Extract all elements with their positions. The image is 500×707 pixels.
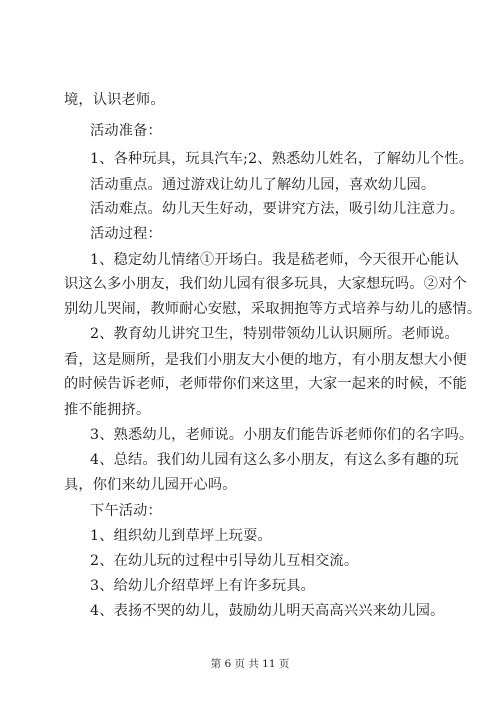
text-line: 4、表扬不哭的幼儿，鼓励幼儿明天高高兴兴来幼儿园。 bbox=[90, 603, 445, 619]
text-line: 1、稳定幼儿情绪①开场白。我是嵇老师，今天很开心能认 bbox=[90, 252, 459, 268]
text-line: 3、熟悉幼儿，老师说。小朋友们能告诉老师你们的名字吗。 bbox=[90, 427, 474, 443]
text-line: 推不能拥挤。 bbox=[64, 402, 151, 418]
text-line: 活动重点。通过游戏让幼儿了解幼儿园，喜欢幼儿园。 bbox=[90, 177, 436, 193]
page-footer: 第 6 页 共 11 页 bbox=[210, 658, 290, 670]
text-line: 看，这是厕所，是我们小朋友大小便的地方，有小朋友想大小便 bbox=[64, 352, 467, 368]
text-line: 的时候告诉老师，老师带你们来这里，大家一起来的时候，不能 bbox=[64, 376, 467, 392]
section-heading: 下午活动： bbox=[90, 503, 162, 519]
text-line: 4、总结。我们幼儿园有这么多小朋友，有这么多有趣的玩 bbox=[90, 452, 459, 468]
text-line: 境，认识老师。 bbox=[64, 92, 165, 108]
section-heading: 活动过程： bbox=[90, 226, 162, 242]
text-line: 2、教育幼儿讲究卫生，特别带领幼儿认识厕所。老师说。 bbox=[90, 326, 459, 342]
text-line: 3、给幼儿介绍草坪上有许多玩具。 bbox=[90, 578, 316, 594]
text-line: 别幼儿哭闹，教师耐心安慰，采取拥抱等方式培养与幼儿的感情。 bbox=[64, 301, 482, 317]
text-line: 识这么多小朋友，我们幼儿园有很多玩具，大家想玩吗。②对个 bbox=[64, 276, 467, 292]
text-line: 2、在幼儿玩的过程中引导幼儿互相交流。 bbox=[90, 553, 359, 569]
text-line: 活动难点。幼儿天生好动，要讲究方法，吸引幼儿注意力。 bbox=[90, 201, 465, 217]
text-line: 1、各种玩具，玩具汽车;2、熟悉幼儿姓名，了解幼儿个性。 bbox=[90, 151, 474, 167]
section-heading: 活动准备： bbox=[90, 123, 162, 139]
text-line: 具，你们来幼儿园开心吗。 bbox=[64, 477, 237, 493]
text-line: 1、组织幼儿到草坪上玩耍。 bbox=[90, 528, 272, 544]
